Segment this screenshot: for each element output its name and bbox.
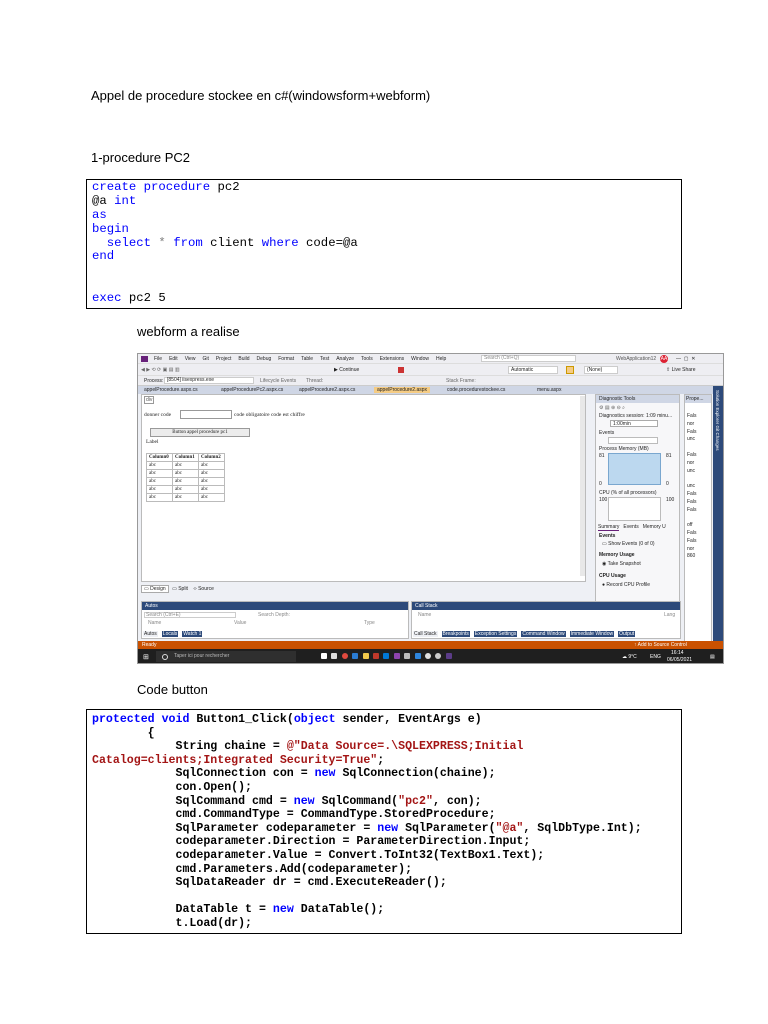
windows-taskbar [138,649,723,664]
grid-cell: abc [147,478,173,486]
call-stack-tab[interactable]: Immediate Window [570,631,614,637]
csharp-line [92,713,681,727]
live-share-button[interactable]: ⇧ Live Share [666,367,696,373]
diag-memory-label: Process Memory (MB) [599,446,649,452]
properties-panel [684,394,712,646]
document-tab[interactable]: appelProcedure2.aspx.cs [299,387,356,393]
csharp-code-box [86,709,682,934]
diag-events-label: Events [599,430,615,436]
sql-token: exec [92,291,122,306]
csharp-token: con.Open(); [92,780,253,794]
sql-line [92,209,681,223]
csharp-token: sender, EventArgs e) [335,713,482,726]
vs-app-name: WebApplication12 [616,356,657,362]
lifecycle-events[interactable]: Lifecycle Events [260,378,297,384]
view-tabs [141,586,216,592]
stack-frame-label: Stack Frame: [446,378,476,384]
taskbar-app-icon[interactable] [331,653,337,659]
stop-icon[interactable] [398,367,404,373]
sql-line [92,223,681,237]
csharp-line [92,808,681,822]
sql-token [92,236,107,250]
chrome-icon[interactable] [342,653,348,659]
sql-token: end [92,249,115,264]
csharp-token: Button1_Click( [189,713,294,726]
sql-line [92,278,681,292]
grid-header-row [147,454,225,462]
result-label: Label [146,439,159,445]
csharp-token: "pc2" [398,794,433,808]
diag-mem-min-right: 0 [666,481,669,487]
csharp-token: SqlCommand cmd = [92,794,294,808]
csharp-token: ; [377,753,385,767]
property-value[interactable]: Fals [687,529,697,536]
grid-cell: abc [147,494,173,502]
property-value[interactable] [687,514,696,522]
menu-item-extensions[interactable]: Extensions [379,356,405,362]
grid-row [147,486,225,494]
diag-events-bar [608,437,658,444]
property-value[interactable]: nor [687,420,695,427]
csharp-line [92,890,681,904]
highlight-icon[interactable] [566,366,574,374]
visual-studio-icon[interactable] [394,653,400,659]
autos-title: Autos [142,602,408,610]
sql-token: pc2 [210,180,240,194]
properties-values [687,413,696,561]
menu-item-table[interactable]: Table [301,356,314,362]
autos-panel [141,601,409,639]
property-value[interactable]: unc [687,467,696,474]
property-value[interactable]: nor [687,459,695,466]
csharp-line [92,781,681,795]
vs-search-input[interactable]: Search (Ctrl+Q) [481,355,576,362]
status-ready: Ready [142,642,157,648]
diag-cpu-max-right: 100 [666,497,675,503]
csharp-line [92,767,681,781]
csharp-token: t.Load(dr); [92,916,253,930]
section-heading-procedure: 1-procedure PC2 [91,150,190,165]
csharp-token: SqlParameter( [398,821,496,835]
autos-col-name: Name [148,620,162,626]
sql-line [92,181,681,195]
menu-item-project[interactable]: Project [215,356,232,362]
app-icon[interactable] [446,653,452,659]
code-textbox[interactable] [180,410,232,419]
diag-timeline[interactable]: 1:00min [610,420,658,427]
grid-cell: abc [173,486,199,494]
grid-row [147,470,225,478]
sql-token: client [202,235,262,250]
sql-line [92,292,681,306]
csharp-token: SqlCommand( [314,794,399,808]
edge-icon[interactable] [352,653,358,659]
visual-studio-screenshot [137,353,724,664]
vs-logo-icon [141,356,148,362]
task-view-icon[interactable] [321,653,327,659]
csharp-token: SqlConnection(chaine); [335,767,496,781]
csharp-line [92,863,681,877]
add-source-control[interactable]: ↑ Add to Source Control [634,642,687,648]
calculator-icon[interactable] [404,653,410,659]
csharp-token [155,713,162,726]
diag-cpu-label: CPU (% of all processors) [599,490,657,496]
csharp-token: codeparameter.Direction = ParameterDirection.Input; [92,835,531,849]
menu-item-build[interactable]: Build [238,356,250,362]
diag-mem-max-right: 81 [666,453,672,459]
sql-token: pc2 5 [121,291,166,306]
property-value[interactable]: nor [687,545,695,552]
take-snapshot-button[interactable]: ◉ Take Snapshot [602,561,641,567]
sql-token: create procedure [92,180,211,194]
thread-label: Thread: [306,378,324,384]
call-stack-col-name: Name [418,612,432,618]
document-tab[interactable]: code.procedurestockee.cs [447,387,506,393]
autos-depth[interactable]: Search Depth: [258,612,290,618]
diag-toolbar-icons[interactable]: ⚙ ▤ ⊕ ⊖ ⌕ [599,405,625,411]
csharp-line [92,754,681,768]
div-tag: div [146,397,153,403]
csharp-token: "@a" [495,821,524,835]
grid-row [147,494,225,502]
sql-code [92,181,681,306]
call-stack-tab[interactable]: Command Window [522,631,565,637]
csharp-token: new [377,821,399,835]
design-surface [141,394,586,582]
csharp-token: DataTable t = [92,903,273,917]
grid-cell: abc [173,470,199,478]
taskbar-search-icon [162,654,168,660]
csharp-line [92,835,681,849]
autos-tab[interactable]: Watch 1 [183,631,202,637]
tray-weather[interactable]: ☁ 9°C [622,654,637,660]
process-label: Process: [144,378,164,384]
property-value[interactable]: Fals [687,490,697,497]
grid-cell: abc [147,470,173,478]
avatar[interactable]: AA [660,356,668,362]
side-tab-strip[interactable] [713,386,724,646]
grid-cell: abc [173,494,199,502]
grid-row [147,478,225,486]
yahoo-icon[interactable] [425,653,431,659]
property-value[interactable]: Fals [687,428,697,435]
menu-item-format[interactable]: Format [278,356,295,362]
csharp-line [92,822,681,836]
csharp-token: cmd.CommandType = CommandType.StoredProcedure; [92,808,496,822]
diagnostic-tools-panel [595,394,680,602]
tray-date: 06/05/2021 [667,657,693,663]
document-tab[interactable]: appelProcedure.aspx.cs [144,387,198,393]
csharp-token: cmd.Parameters.Add(codeparameter); [92,862,413,876]
grid-cell: abc [199,494,225,502]
grid-cell: abc [199,462,225,470]
csharp-code [92,713,681,931]
sql-line [92,264,681,278]
diag-tab[interactable]: Events [623,524,639,530]
csharp-token: new [293,794,315,808]
autos-search-input[interactable]: Search (Ctrl+E) [144,612,236,618]
call-stack-tabs [413,631,639,637]
notification-icon[interactable]: ▤ [710,654,715,660]
grid-cell: abc [199,470,225,478]
windows-start-icon[interactable]: ⊞ [143,654,149,661]
sql-token: * [151,235,174,250]
diag-tab[interactable]: Memory U [642,524,666,530]
vs-debug-location-bar [138,376,723,386]
csharp-token: new [314,767,336,781]
csharp-line [92,876,681,890]
settings-icon[interactable] [435,653,441,659]
sql-token: as [92,207,107,222]
call-stack-title: Call Stack [412,602,680,610]
sql-token: where [261,235,299,250]
grid-cell: abc [147,486,173,494]
property-value[interactable] [687,444,696,452]
csharp-token: { [92,726,155,740]
sql-code-box [86,179,682,309]
sql-line [92,195,681,209]
document-tab[interactable]: appelProcedure2.aspx [374,387,430,393]
csharp-token: String chaine = [92,740,287,754]
csharp-token: , con); [432,794,482,808]
menu-item-tools[interactable]: Tools [361,356,373,362]
code-button-heading: Code button [137,682,208,697]
none-select[interactable]: (None) [584,366,618,374]
autos-tabs [143,631,206,637]
grid-cell: abc [147,462,173,470]
menu-item-test[interactable]: Test [320,356,330,362]
autos-col-type: Type [364,620,375,626]
autos-tab[interactable]: Autos [144,631,157,637]
sql-line [92,250,681,264]
record-cpu-button[interactable]: ● Record CPU Profile [602,582,651,588]
properties-title: Prope... [685,395,711,403]
sql-token: from [173,235,203,250]
obligatoire-label: code obligatoire code est chiffre [234,412,305,418]
side-tabs-label[interactable]: Solution Explorer Git Changes [715,390,720,451]
media-icon[interactable] [373,653,379,659]
page-title: Appel de procedure stockee en c#(windowsform+webform) [91,88,431,103]
csharp-token: @"Data Source=.\SQLEXPRESS;Initial [286,740,524,754]
sql-token: code=@a [298,235,358,250]
diag-summary-tabs [598,524,670,530]
csharp-token: SqlParameter codeparameter = [92,821,378,835]
diagnostic-tools-title: Diagnostic Tools [596,395,679,403]
property-value[interactable]: Fals [687,506,697,513]
diag-mem-min-left: 0 [599,481,602,487]
taskbar-search-input[interactable]: Taper ici pour rechercher [156,651,296,662]
property-value[interactable]: unc [687,436,696,443]
vs-toolbar-icons[interactable]: ◀ ▶ ⟲ ⟳ ▣ ▤ ▥ [141,367,180,373]
sql-token: select [106,235,152,250]
file-explorer-icon[interactable] [363,653,369,659]
grid-header-cell: Column1 [173,454,199,462]
property-value[interactable]: unc [687,483,696,490]
csharp-line [92,795,681,809]
csharp-line [92,917,681,931]
property-value[interactable]: off [687,522,693,529]
menu-item-debug[interactable]: Debug [256,356,272,362]
csharp-token: void [161,713,190,726]
csharp-token: SqlDataReader dr = cmd.ExecuteReader(); [92,876,447,890]
diag-cpu-chart [608,497,661,521]
csharp-token: DataTable(); [293,903,385,917]
vs-document-tabs [138,386,723,394]
property-value[interactable] [687,475,696,483]
photos-icon[interactable] [415,653,421,659]
autos-col-value: Value [234,620,247,626]
vs-menu-bar [138,354,723,364]
sql-token: @a [92,193,115,208]
csharp-token: SqlConnection con = [92,767,315,781]
tab-design[interactable]: ▭ Design [141,585,169,593]
webform-heading: webform a realise [137,324,240,339]
menu-item-view[interactable]: View [184,356,196,362]
grid-cell: abc [199,486,225,494]
taskbar-apps [321,653,455,659]
tray-time: 16:14 [671,650,684,656]
mail-icon[interactable] [383,653,389,659]
call-stack-panel [411,601,681,639]
csharp-token: Catalog=clients;Integrated Security=True" [92,753,378,767]
csharp-token: object [293,713,336,726]
design-scrollbar[interactable] [580,396,585,576]
autos-tab[interactable]: Locals [162,631,178,637]
diag-tab[interactable]: Summary [598,524,620,530]
property-value[interactable]: Fals [687,537,697,544]
call-stack-tab[interactable]: Breakpoints [442,631,469,637]
menu-item-analyze[interactable]: Analyze [336,356,355,362]
csharp-line [92,740,681,754]
vs-toolbar [138,364,723,376]
property-value[interactable]: Fals [687,498,697,505]
grid-view [146,453,225,502]
vs-menu [154,356,453,362]
vs-window-controls[interactable]: — ▢ ✕ [676,356,696,362]
diag-events-heading: Events [599,533,616,539]
vs-status-bar [138,641,723,649]
donner-code-label: donner code [144,412,172,418]
diag-mem-max-left: 81 [599,453,605,459]
grid-cell: abc [199,478,225,486]
menu-item-edit[interactable]: Edit [169,356,178,362]
sql-token: begin [92,221,129,236]
call-stack-tab[interactable]: Exception Settings [474,631,517,637]
document-tab[interactable]: appelProcedurePc2.aspx.cs [221,387,284,393]
diag-session: Diagnostics session: 1:09 minu... [599,413,673,419]
property-value[interactable]: Fals [687,451,697,458]
diag-cpu-usage-heading: CPU Usage [599,573,626,579]
csharp-line [92,849,681,863]
grid-header-cell: Column0 [147,454,173,462]
menu-item-git[interactable]: Git [202,356,209,362]
call-stack-col-lang: Lang [664,612,676,618]
tray-lang[interactable]: ENG [650,654,661,660]
csharp-token: new [272,903,294,917]
appel-procedure-button[interactable]: Button appel procedure pc1 [150,428,250,437]
tab-source[interactable]: ‹› Source [193,586,214,592]
menu-item-file[interactable]: File [154,356,163,362]
property-value[interactable]: Fals [687,413,697,419]
diag-memory-chart [608,453,661,485]
csharp-line [92,903,681,917]
sql-token: int [114,193,137,208]
grid-cell: abc [173,478,199,486]
call-stack-tab[interactable]: Call Stack [414,631,437,637]
automatic-select[interactable]: Automatic [508,366,558,374]
csharp-token: protected [92,713,155,726]
call-stack-tab[interactable]: Output [619,631,635,637]
csharp-token: , SqlDbType.Int); [523,821,642,835]
process-select[interactable]: [8504] iisexpress.exe [164,377,254,384]
csharp-token: codeparameter.Value = Convert.ToInt32(TextBox1.Text); [92,848,545,862]
tab-split[interactable]: ▭ Split [172,586,188,592]
csharp-line [92,727,681,741]
property-value[interactable]: 860 [687,553,696,560]
sql-line [92,237,681,251]
grid-row [147,462,225,470]
diag-memory-usage-heading: Memory Usage [599,552,635,558]
menu-item-help[interactable]: Help [435,356,447,362]
menu-item-window[interactable]: Window [411,356,429,362]
document-tab[interactable]: menu.aspx [537,387,562,393]
show-events-link[interactable]: ▭ Show Events (0 of 0) [602,541,655,547]
grid-header-cell: Column2 [199,454,225,462]
grid-cell: abc [173,462,199,470]
diag-cpu-max-left: 100 [599,497,608,503]
continue-button[interactable]: ▶ Continue [334,367,360,373]
